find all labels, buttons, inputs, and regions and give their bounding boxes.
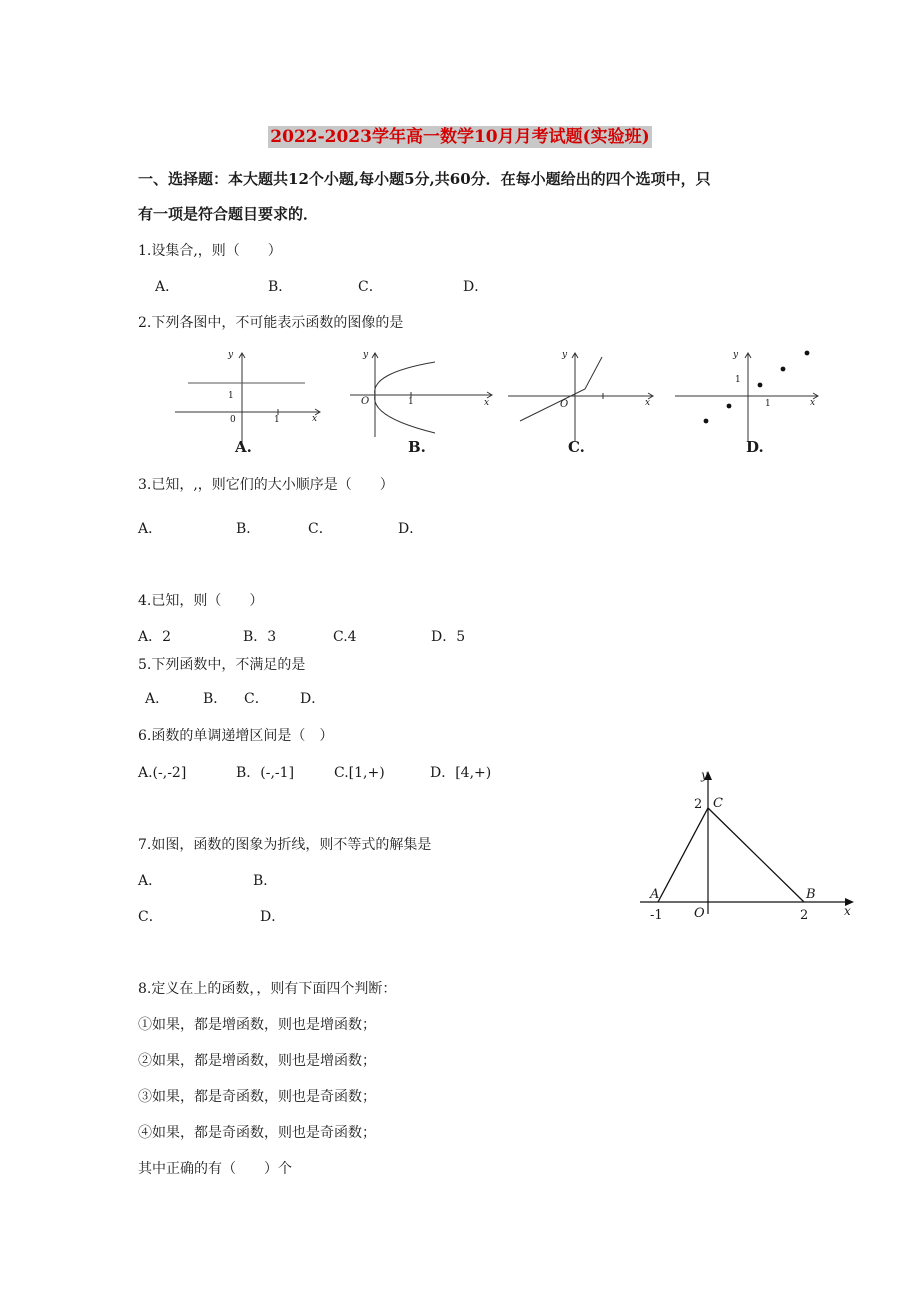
q1-option-d: D． bbox=[463, 279, 489, 295]
q4-option-c: C.4 bbox=[333, 629, 357, 645]
q5-option-b: B． bbox=[203, 691, 228, 707]
graph-c-origin: O bbox=[560, 399, 569, 410]
graph-d-y-label: y bbox=[733, 350, 739, 360]
q8-ask: 其中正确的有（ ）个 bbox=[138, 1161, 292, 1177]
q4-option-b: B．3 bbox=[243, 629, 277, 645]
q6-option-d: D．[4,+) bbox=[430, 765, 492, 781]
graph-d-point bbox=[727, 404, 732, 409]
q5-option-a: A． bbox=[145, 691, 170, 707]
graph-a bbox=[175, 350, 320, 456]
graph-d bbox=[675, 350, 818, 456]
graph-a-label: A. bbox=[235, 438, 252, 456]
graph-b-one: 1 bbox=[408, 397, 414, 407]
graph-d-one-y: 1 bbox=[735, 375, 741, 385]
graph-d-one-x: 1 bbox=[765, 399, 771, 409]
graph-a-x-label: x bbox=[312, 414, 318, 424]
q5-stem: 5.下列函数中，不满足的是 bbox=[138, 657, 306, 673]
graph-c-x-label: x bbox=[645, 398, 651, 408]
q1-stem: 1.设集合,，则（ ） bbox=[138, 243, 282, 259]
q7-stem: 7.如图，函数的图象为折线，则不等式的解集是 bbox=[138, 837, 432, 853]
q7-y-two: 2 bbox=[694, 797, 703, 812]
q6-option-b: B．(-,-1] bbox=[236, 765, 295, 781]
graph-d-point bbox=[704, 419, 709, 424]
q8-item-4: ④如果，都是奇函数，则也是奇函数； bbox=[138, 1125, 376, 1141]
q1-option-c: C． bbox=[358, 279, 383, 295]
graph-a-one-y: 1 bbox=[228, 391, 234, 401]
graph-a-zero: 0 bbox=[230, 415, 236, 425]
q6-stem: 6.函数的单调递增区间是（ ） bbox=[138, 728, 334, 744]
graph-b-y-label: y bbox=[363, 350, 369, 360]
graph-a-one-x: 1 bbox=[274, 415, 280, 425]
graph-b-parabola bbox=[375, 362, 435, 433]
q7-x-two: 2 bbox=[800, 908, 809, 923]
q7-point-a: A bbox=[650, 887, 660, 902]
q2-graphs-figure bbox=[170, 345, 840, 460]
graph-c-broken-line bbox=[520, 357, 602, 421]
q7-option-c: C． bbox=[138, 909, 163, 925]
section-header-line2: 有一项是符合题目要求的． bbox=[138, 205, 319, 223]
q1-option-b: B． bbox=[268, 279, 293, 295]
graph-d-label: D. bbox=[746, 438, 764, 456]
q7-point-c: C bbox=[713, 796, 723, 811]
q5-option-d: D． bbox=[300, 691, 326, 707]
graph-d-point bbox=[781, 367, 786, 372]
q7-broken-line-figure bbox=[630, 762, 870, 927]
q8-item-2: ②如果，都是增函数，则也是增函数； bbox=[138, 1053, 376, 1069]
page-title: 2022-2023学年高一数学10月月考试题(实验班) bbox=[270, 127, 650, 147]
q8-item-1: ①如果，都是增函数，则也是增函数； bbox=[138, 1017, 376, 1033]
q7-point-b: B bbox=[806, 887, 816, 902]
graph-d-point bbox=[805, 351, 810, 356]
graph-b-origin: O bbox=[361, 396, 370, 407]
q3-option-c: C． bbox=[308, 521, 333, 537]
q4-option-d: D．5 bbox=[431, 629, 466, 645]
q7-broken-line bbox=[658, 808, 804, 902]
graph-b bbox=[350, 350, 492, 456]
q8-stem: 8.定义在上的函数，，则有下面四个判断： bbox=[138, 981, 397, 997]
q4-stem: 4.已知，则（ ） bbox=[138, 593, 264, 609]
q7-option-a: A． bbox=[138, 873, 163, 889]
q7-y-label: y bbox=[701, 768, 708, 782]
graph-c-y-label: y bbox=[562, 350, 568, 360]
q6-option-c: C.[1,+) bbox=[334, 765, 385, 781]
q3-stem: 3.已知，,，则它们的大小顺序是（ ） bbox=[138, 477, 394, 493]
q4-option-a: A．2 bbox=[138, 629, 172, 645]
q3-option-d: D． bbox=[398, 521, 424, 537]
q7-option-d: D． bbox=[260, 909, 286, 925]
graph-d-x-label: x bbox=[810, 398, 816, 408]
section-header-line1: 一、选择题：本大题共12个小题,每小题5分,共60分．在每小题给出的四个选项中，只 bbox=[138, 170, 711, 188]
graph-c bbox=[508, 350, 653, 456]
graph-b-label: B. bbox=[408, 438, 426, 456]
graph-d-point bbox=[758, 383, 763, 388]
q8-item-3: ③如果，都是奇函数，则也是奇函数； bbox=[138, 1089, 376, 1105]
q7-origin: O bbox=[694, 906, 705, 921]
q7-option-b: B． bbox=[253, 873, 278, 889]
q3-option-a: A． bbox=[138, 521, 163, 537]
graph-a-y-label: y bbox=[228, 350, 234, 360]
q6-option-a: A.(-,-2] bbox=[138, 765, 187, 781]
q7-x-neg1: -1 bbox=[650, 908, 663, 923]
graph-b-x-label: x bbox=[484, 398, 490, 408]
q1-option-a: A． bbox=[155, 279, 180, 295]
q7-x-label: x bbox=[844, 904, 851, 918]
q3-option-b: B． bbox=[236, 521, 261, 537]
graph-c-label: C. bbox=[568, 438, 585, 456]
q2-stem: 2.下列各图中，不可能表示函数的图像的是 bbox=[138, 315, 404, 331]
q5-option-c: C． bbox=[244, 691, 269, 707]
